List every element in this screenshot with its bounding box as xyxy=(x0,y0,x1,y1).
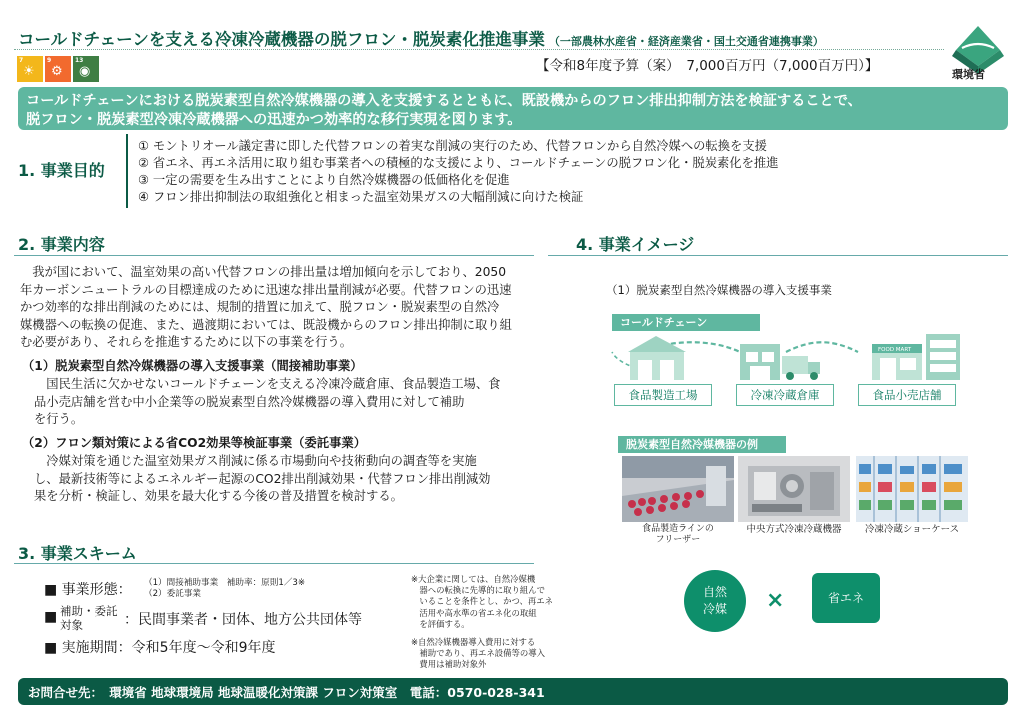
store-icon xyxy=(872,334,960,380)
page-title-text: コールドチェーンを支える冷凍冷蔵機器の脱フロン・脱炭素化推進事業 xyxy=(18,30,545,49)
photo-2-caption: 中央方式冷凍冷蔵機器 xyxy=(746,524,842,535)
page-title xyxy=(18,26,824,50)
image-title: 4. 事業イメージ xyxy=(576,235,695,254)
energy-saving-badge: 省エネ xyxy=(812,573,880,623)
purpose-item-3: ③ 一定の需要を生み出すことにより自然冷媒機器の低価格化を促進 xyxy=(138,173,510,187)
scheme-form-detail: （1）間接補助事業 補助率：原則1／3※ （2）委託事業 xyxy=(144,578,306,599)
scheme-period: ■ 実施期間：令和5年度～令和9年度 xyxy=(44,640,276,656)
purpose-item-2: ② 省エネ、再エネ活用に取り組む事業者への積極的な支援により、コールドチェーンの脱フロン化・脱炭素化を推進 xyxy=(138,156,779,170)
cold-chain-label: コールドチェーン xyxy=(612,314,760,331)
place-factory: 食品製造工場 xyxy=(614,384,712,406)
budget-amount: 【令和8年度予算（案） 7,000百万円（7,000百万円）】 xyxy=(536,58,879,74)
examples-label: 脱炭素型自然冷媒機器の例 xyxy=(618,436,786,453)
photo-3-caption: 冷凍冷蔵ショーケース xyxy=(864,524,960,535)
banner-line-1: コールドチェーンにおける脱炭素型自然冷媒機器の導入を支援するとともに、既設機からのフロン排出抑制方法を検証することで、 xyxy=(26,93,862,109)
image-divider xyxy=(548,255,1008,256)
multiply-icon: × xyxy=(766,588,785,613)
content-title: 2. 事業内容 xyxy=(18,235,105,254)
factory-icon xyxy=(628,336,686,380)
sdg-13-icon: 13 ◉ xyxy=(73,56,99,82)
truck-icon xyxy=(782,356,820,380)
showcase-photo xyxy=(856,456,968,522)
contact-info: お問合せ先： 環境省 地球環境局 地球温暖化対策課 フロン対策室 電話：0570-028-341 xyxy=(28,685,545,700)
content-divider xyxy=(14,255,534,256)
image-subtitle: （1）脱炭素型自然冷媒機器の導入支援事業 xyxy=(606,283,832,297)
content-item-1-title: （1）脱炭素型自然冷媒機器の導入支援事業（間接補助事業） xyxy=(22,359,363,373)
purpose-item-4: ④ フロン排出抑制法の取組強化と相まった温室効果ガスの大幅削減に向けた検証 xyxy=(138,190,584,204)
content-item-2-body: 冷媒対策を通じた温室効果ガス削減に係る市場動向や技術動向の調査等を実施 し、最新技術等によるエネルギー起源のCO2排出削減効果・代替フロン排出削減効 果を分析・検証し、効果を最大化する今後の普及措置を検討する。 xyxy=(34,454,491,504)
banner-line-2: 脱フロン・脱炭素型冷凍冷蔵機器への迅速かつ効率的な移行実現を図ります。 xyxy=(26,112,522,128)
photo-1-caption: 食品製造ラインの フリーザー xyxy=(642,524,714,545)
content-intro: 我が国において、温室効果の高い代替フロンの排出量は増加傾向を示しており、2050 年カーボンニュートラルの目標達成のために迅速な排出量削減が必要。代替フロンの迅速 かつ効率的な排出削減のためには、規制的措置に加えて、脱フロン・脱炭素型の自然冷 媒機器への転換の促進、また、過渡期においては、既設機からのフロン排出抑制に取り組 む必要があり、それらを推進するために以下の事業を行う。 xyxy=(20,265,512,350)
scheme-target-bullet: ■ xyxy=(44,609,58,625)
cold-chain-illustration xyxy=(610,330,970,382)
sdg-7-icon: 7 ☀ xyxy=(17,56,43,82)
scheme-form-label: ■ 事業形態： xyxy=(44,582,132,598)
scheme-note-2: ※自然冷媒機器導入費用に対する 補助であり、再エネ設備等の導入 費用は補助対象外 xyxy=(411,637,545,670)
ministry-name: 環境省 xyxy=(952,68,985,81)
warehouse-icon xyxy=(740,344,780,380)
page-subtitle: （一部農林水産省・経済産業省・国土交通省連携事業） xyxy=(548,35,824,48)
summary-banner xyxy=(18,87,1008,130)
place-store: 食品小売店舗 xyxy=(858,384,956,406)
scheme-note-1: ※大企業に関しては、自然冷媒機 器への転換に先導的に取り組んで いることを条件とし、かつ、再エネ 活用や高水準の省エネ化の取組 を評価する。 xyxy=(411,574,554,629)
natural-refrigerant-badge: 自然 冷媒 xyxy=(684,570,746,632)
content-item-2-title: （2）フロン類対策による省CO2効果等検証事業（委託事業） xyxy=(22,436,367,450)
purpose-item-1: ① モントリオール議定書に即した代替フロンの着実な削減の実行のため、代替フロンから自然冷媒への転換を支援 xyxy=(138,139,767,153)
header-divider xyxy=(14,49,944,50)
scheme-divider xyxy=(14,563,534,564)
freezer-line-photo xyxy=(622,456,734,522)
scheme-title: 3. 事業スキーム xyxy=(18,544,137,563)
scheme-target-value: ：民間事業者・団体、地方公共団体等 xyxy=(124,612,362,628)
purpose-list xyxy=(126,134,826,208)
purpose-title: 1. 事業目的 xyxy=(18,161,105,180)
store-sign: FOOD MART xyxy=(878,347,912,353)
sdg-9-icon: 9 ⚙ xyxy=(45,56,71,82)
central-refrigeration-photo xyxy=(738,456,850,522)
content-item-1-body: 国民生活に欠かせないコールドチェーンを支える冷凍冷蔵倉庫、食品製造工場、食 品小売店舗を営む中小企業等の脱炭素型自然冷媒機器の導入費用に対して補助 を行う。 xyxy=(34,377,501,427)
scheme-target-label: 補助・委託 対象 xyxy=(60,604,118,632)
contact-footer xyxy=(18,678,1008,705)
place-warehouse: 冷凍冷蔵倉庫 xyxy=(736,384,834,406)
